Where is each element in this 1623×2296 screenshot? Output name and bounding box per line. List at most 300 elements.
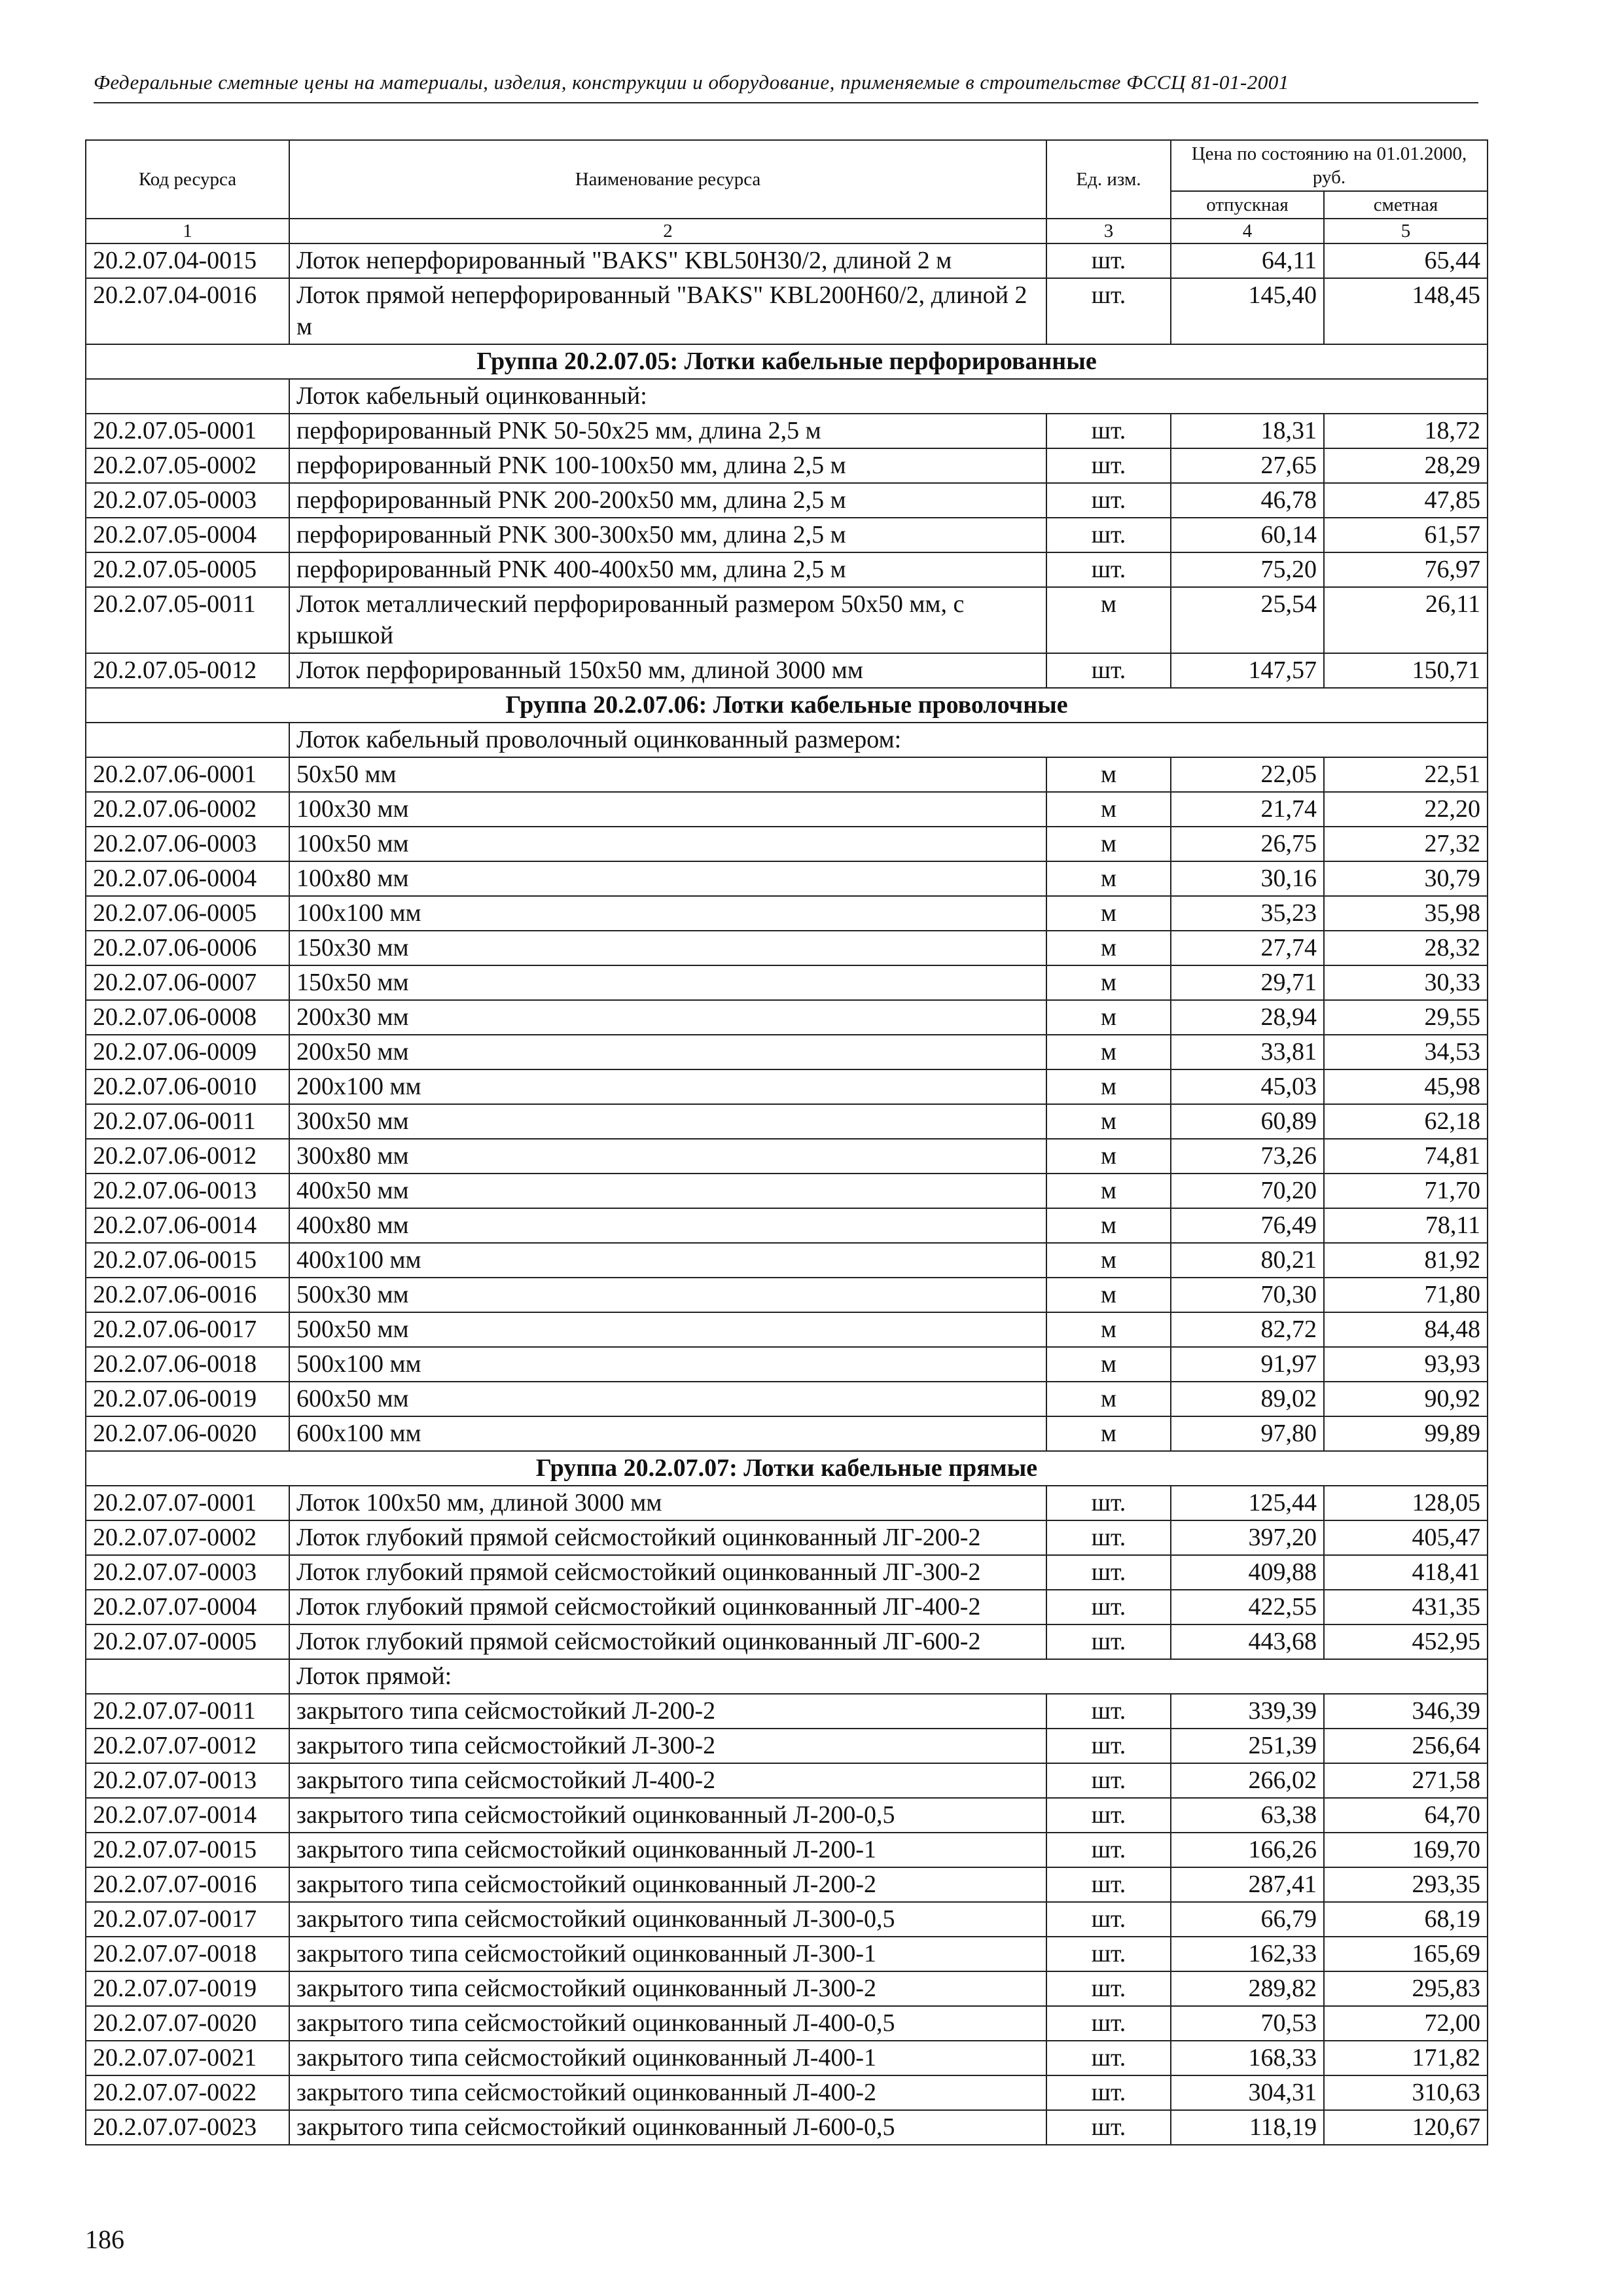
resource-code: 20.2.07.07-0011 [86, 1694, 289, 1729]
table-row [86, 1486, 1488, 1520]
resource-code: 20.2.07.04-0015 [86, 243, 289, 278]
estimate-price: 68,19 [1324, 1902, 1488, 1937]
wholesale-price: 27,65 [1171, 448, 1324, 483]
header-estimate: сметная [1324, 191, 1488, 219]
table-row [86, 653, 1488, 688]
wholesale-price: 147,57 [1171, 653, 1324, 688]
resource-name: 400х100 мм [289, 1243, 1046, 1278]
resource-name: Лоток глубокий прямой сейсмостойкий оцинкованный ЛГ-600-2 [289, 1624, 1046, 1659]
estimate-price: 18,72 [1324, 414, 1488, 448]
estimate-price: 165,69 [1324, 1937, 1488, 1971]
resource-code: 20.2.07.06-0011 [86, 1104, 289, 1139]
resource-name: Лоток глубокий прямой сейсмостойкий оцинкованный ЛГ-200-2 [289, 1520, 1046, 1555]
table-row [86, 931, 1488, 965]
table-row [86, 1000, 1488, 1035]
wholesale-price: 46,78 [1171, 483, 1324, 518]
estimate-price: 405,47 [1324, 1520, 1488, 1555]
unit-cell: шт. [1046, 1520, 1171, 1555]
estimate-price: 169,70 [1324, 1833, 1488, 1867]
unit-cell: шт. [1046, 552, 1171, 587]
wholesale-price: 60,89 [1171, 1104, 1324, 1139]
wholesale-price: 35,23 [1171, 896, 1324, 931]
table-row [86, 1937, 1488, 1971]
wholesale-price: 266,02 [1171, 1763, 1324, 1798]
wholesale-price: 76,49 [1171, 1208, 1324, 1243]
resource-code: 20.2.07.06-0001 [86, 757, 289, 792]
unit-cell: м [1046, 1069, 1171, 1104]
wholesale-price: 22,05 [1171, 757, 1324, 792]
resource-name: закрытого типа сейсмостойкий оцинкованный Л-400-1 [289, 2041, 1046, 2075]
header-wholesale: отпускная [1171, 191, 1324, 219]
wholesale-price: 70,30 [1171, 1278, 1324, 1312]
table-row [86, 1624, 1488, 1659]
resource-name: 200х30 мм [289, 1000, 1046, 1035]
estimate-price: 47,85 [1324, 483, 1488, 518]
group-title: Группа 20.2.07.06: Лотки кабельные проволочные [86, 688, 1488, 723]
resource-name: 200х100 мм [289, 1069, 1046, 1104]
estimate-price: 71,80 [1324, 1278, 1488, 1312]
estimate-price: 431,35 [1324, 1590, 1488, 1624]
resource-name: 300х50 мм [289, 1104, 1046, 1139]
table-row [86, 1902, 1488, 1937]
wholesale-price: 28,94 [1171, 1000, 1324, 1035]
resource-code: 20.2.07.07-0013 [86, 1763, 289, 1798]
estimate-price: 148,45 [1324, 278, 1488, 344]
col-number: 1 [86, 219, 289, 243]
wholesale-price: 64,11 [1171, 243, 1324, 278]
resource-name: 100х80 мм [289, 861, 1046, 896]
wholesale-price: 289,82 [1171, 1971, 1324, 2006]
header-code: Код ресурса [86, 140, 289, 219]
subheading-row [86, 379, 1488, 414]
resource-code: 20.2.07.07-0022 [86, 2075, 289, 2110]
wholesale-price: 97,80 [1171, 1416, 1324, 1451]
empty-cell [86, 723, 289, 757]
table-row [86, 757, 1488, 792]
resource-name: Лоток перфорированный 150х50 мм, длиной 3000 мм [289, 653, 1046, 688]
resource-name: перфорированный PNK 100-100х50 мм, длина 2,5 м [289, 448, 1046, 483]
unit-cell: шт. [1046, 1486, 1171, 1520]
resource-code: 20.2.07.06-0014 [86, 1208, 289, 1243]
table-row [86, 1798, 1488, 1833]
estimate-price: 120,67 [1324, 2110, 1488, 2145]
resource-code: 20.2.07.05-0011 [86, 587, 289, 653]
unit-cell: м [1046, 1382, 1171, 1416]
wholesale-price: 91,97 [1171, 1347, 1324, 1382]
subheading-row [86, 723, 1488, 757]
unit-cell: м [1046, 1139, 1171, 1174]
resource-code: 20.2.07.07-0020 [86, 2006, 289, 2041]
resource-code: 20.2.07.06-0002 [86, 792, 289, 827]
estimate-price: 310,63 [1324, 2075, 1488, 2110]
wholesale-price: 409,88 [1171, 1555, 1324, 1590]
unit-cell: м [1046, 1104, 1171, 1139]
resource-code: 20.2.07.05-0002 [86, 448, 289, 483]
estimate-price: 26,11 [1324, 587, 1488, 653]
group-title: Группа 20.2.07.05: Лотки кабельные перфорированные [86, 344, 1488, 379]
resource-code: 20.2.07.06-0020 [86, 1416, 289, 1451]
resource-code: 20.2.07.07-0004 [86, 1590, 289, 1624]
resource-name: 150х30 мм [289, 931, 1046, 965]
table-row [86, 1555, 1488, 1590]
estimate-price: 35,98 [1324, 896, 1488, 931]
resource-name: 300х80 мм [289, 1139, 1046, 1174]
wholesale-price: 63,38 [1171, 1798, 1324, 1833]
resource-name: закрытого типа сейсмостойкий Л-200-2 [289, 1694, 1046, 1729]
resource-name: 500х30 мм [289, 1278, 1046, 1312]
estimate-price: 28,32 [1324, 931, 1488, 965]
estimate-price: 29,55 [1324, 1000, 1488, 1035]
wholesale-price: 251,39 [1171, 1729, 1324, 1763]
estimate-price: 71,70 [1324, 1174, 1488, 1208]
resource-name: 50х50 мм [289, 757, 1046, 792]
unit-cell: м [1046, 827, 1171, 861]
table-row [86, 1416, 1488, 1451]
unit-cell: м [1046, 931, 1171, 965]
resource-name: 400х50 мм [289, 1174, 1046, 1208]
unit-cell: шт. [1046, 1729, 1171, 1763]
resource-name: 200х50 мм [289, 1035, 1046, 1069]
unit-cell: м [1046, 1312, 1171, 1347]
wholesale-price: 125,44 [1171, 1486, 1324, 1520]
unit-cell: шт. [1046, 1763, 1171, 1798]
resource-code: 20.2.07.07-0016 [86, 1867, 289, 1902]
resource-name: Лоток 100х50 мм, длиной 3000 мм [289, 1486, 1046, 1520]
estimate-price: 61,57 [1324, 518, 1488, 552]
wholesale-price: 66,79 [1171, 1902, 1324, 1937]
wholesale-price: 60,14 [1171, 518, 1324, 552]
estimate-price: 34,53 [1324, 1035, 1488, 1069]
estimate-price: 22,51 [1324, 757, 1488, 792]
col-number: 4 [1171, 219, 1324, 243]
wholesale-price: 29,71 [1171, 965, 1324, 1000]
wholesale-price: 397,20 [1171, 1520, 1324, 1555]
estimate-price: 74,81 [1324, 1139, 1488, 1174]
table-row [86, 414, 1488, 448]
resource-code: 20.2.07.07-0023 [86, 2110, 289, 2145]
wholesale-price: 287,41 [1171, 1867, 1324, 1902]
wholesale-price: 80,21 [1171, 1243, 1324, 1278]
unit-cell: м [1046, 1174, 1171, 1208]
unit-cell: шт. [1046, 1555, 1171, 1590]
resource-name: 100х50 мм [289, 827, 1046, 861]
table-row [86, 1069, 1488, 1104]
wholesale-price: 82,72 [1171, 1312, 1324, 1347]
table-row [86, 587, 1488, 653]
table-row [86, 1347, 1488, 1382]
unit-cell: шт. [1046, 2041, 1171, 2075]
table-row [86, 1520, 1488, 1555]
estimate-price: 22,20 [1324, 792, 1488, 827]
unit-cell: шт. [1046, 1902, 1171, 1937]
wholesale-price: 33,81 [1171, 1035, 1324, 1069]
resource-name: перфорированный PNK 50-50х25 мм, длина 2,5 м [289, 414, 1046, 448]
resource-name: закрытого типа сейсмостойкий оцинкованный Л-300-1 [289, 1937, 1046, 1971]
wholesale-price: 73,26 [1171, 1139, 1324, 1174]
estimate-price: 90,92 [1324, 1382, 1488, 1416]
wholesale-price: 145,40 [1171, 278, 1324, 344]
estimate-price: 99,89 [1324, 1416, 1488, 1451]
group-row [86, 1451, 1488, 1486]
table-row [86, 965, 1488, 1000]
resource-code: 20.2.07.05-0001 [86, 414, 289, 448]
resource-code: 20.2.07.07-0012 [86, 1729, 289, 1763]
unit-cell: шт. [1046, 1937, 1171, 1971]
wholesale-price: 422,55 [1171, 1590, 1324, 1624]
estimate-price: 293,35 [1324, 1867, 1488, 1902]
resource-name: 500х50 мм [289, 1312, 1046, 1347]
estimate-price: 346,39 [1324, 1694, 1488, 1729]
table-row [86, 1278, 1488, 1312]
resource-code: 20.2.07.06-0017 [86, 1312, 289, 1347]
estimate-price: 271,58 [1324, 1763, 1488, 1798]
col-number: 2 [289, 219, 1046, 243]
table-row [86, 861, 1488, 896]
resource-code: 20.2.07.07-0019 [86, 1971, 289, 2006]
wholesale-price: 304,31 [1171, 2075, 1324, 2110]
table-row [86, 1139, 1488, 1174]
estimate-price: 93,93 [1324, 1347, 1488, 1382]
table-row [86, 552, 1488, 587]
col-number: 5 [1324, 219, 1488, 243]
header-unit: Ед. изм. [1046, 140, 1171, 219]
table-row [86, 2110, 1488, 2145]
resource-code: 20.2.07.06-0003 [86, 827, 289, 861]
resource-name: 600х100 мм [289, 1416, 1046, 1451]
unit-cell: м [1046, 1416, 1171, 1451]
resource-name: закрытого типа сейсмостойкий оцинкованный Л-200-2 [289, 1867, 1046, 1902]
price-table [85, 139, 1488, 2145]
resource-name: Лоток глубокий прямой сейсмостойкий оцинкованный ЛГ-300-2 [289, 1555, 1046, 1590]
resource-code: 20.2.07.06-0006 [86, 931, 289, 965]
estimate-price: 295,83 [1324, 1971, 1488, 2006]
estimate-price: 64,70 [1324, 1798, 1488, 1833]
header-name: Наименование ресурса [289, 140, 1046, 219]
resource-name: Лоток металлический перфорированный размером 50х50 мм, с крышкой [289, 587, 1046, 653]
resource-code: 20.2.07.06-0013 [86, 1174, 289, 1208]
empty-cell [86, 379, 289, 414]
estimate-price: 81,92 [1324, 1243, 1488, 1278]
resource-name: 600х50 мм [289, 1382, 1046, 1416]
table-row [86, 1382, 1488, 1416]
estimate-price: 256,64 [1324, 1729, 1488, 1763]
resource-name: Лоток прямой неперфорированный "BAKS" KBL200H60/2, длиной 2 м [289, 278, 1046, 344]
group-title: Группа 20.2.07.07: Лотки кабельные прямые [86, 1451, 1488, 1486]
subheading-row [86, 1659, 1488, 1694]
resource-code: 20.2.07.04-0016 [86, 278, 289, 344]
table-row [86, 483, 1488, 518]
estimate-price: 30,79 [1324, 861, 1488, 896]
unit-cell: шт. [1046, 414, 1171, 448]
table-row [86, 1971, 1488, 2006]
table-row [86, 1035, 1488, 1069]
header-price: Цена по состоянию на 01.01.2000, руб. [1171, 140, 1488, 191]
unit-cell: шт. [1046, 518, 1171, 552]
resource-code: 20.2.07.07-0018 [86, 1937, 289, 1971]
resource-name: закрытого типа сейсмостойкий оцинкованный Л-400-2 [289, 2075, 1046, 2110]
resource-code: 20.2.07.05-0003 [86, 483, 289, 518]
estimate-price: 45,98 [1324, 1069, 1488, 1104]
resource-name: закрытого типа сейсмостойкий оцинкованный Л-400-0,5 [289, 2006, 1046, 2041]
resource-code: 20.2.07.06-0005 [86, 896, 289, 931]
wholesale-price: 30,16 [1171, 861, 1324, 896]
estimate-price: 62,18 [1324, 1104, 1488, 1139]
estimate-price: 30,33 [1324, 965, 1488, 1000]
unit-cell: шт. [1046, 483, 1171, 518]
wholesale-price: 26,75 [1171, 827, 1324, 861]
resource-name: 100х100 мм [289, 896, 1046, 931]
table-row [86, 1243, 1488, 1278]
unit-cell: шт. [1046, 243, 1171, 278]
resource-code: 20.2.07.06-0009 [86, 1035, 289, 1069]
estimate-price: 418,41 [1324, 1555, 1488, 1590]
resource-code: 20.2.07.07-0002 [86, 1520, 289, 1555]
table-row [86, 1590, 1488, 1624]
resource-code: 20.2.07.06-0015 [86, 1243, 289, 1278]
resource-code: 20.2.07.05-0012 [86, 653, 289, 688]
table-row [86, 2006, 1488, 2041]
wholesale-price: 25,54 [1171, 587, 1324, 653]
resource-code: 20.2.07.06-0004 [86, 861, 289, 896]
wholesale-price: 118,19 [1171, 2110, 1324, 2145]
resource-name: закрытого типа сейсмостойкий Л-400-2 [289, 1763, 1046, 1798]
resource-code: 20.2.07.06-0010 [86, 1069, 289, 1104]
page-number: 186 [85, 2225, 124, 2254]
estimate-price: 150,71 [1324, 653, 1488, 688]
resource-name: закрытого типа сейсмостойкий Л-300-2 [289, 1729, 1046, 1763]
table-row [86, 827, 1488, 861]
col-number: 3 [1046, 219, 1171, 243]
resource-name: перфорированный PNK 200-200х50 мм, длина 2,5 м [289, 483, 1046, 518]
estimate-price: 28,29 [1324, 448, 1488, 483]
table-row [86, 1312, 1488, 1347]
unit-cell: шт. [1046, 1590, 1171, 1624]
resource-code: 20.2.07.06-0016 [86, 1278, 289, 1312]
resource-name: 500х100 мм [289, 1347, 1046, 1382]
unit-cell: м [1046, 1208, 1171, 1243]
estimate-price: 452,95 [1324, 1624, 1488, 1659]
table-row [86, 1729, 1488, 1763]
wholesale-price: 27,74 [1171, 931, 1324, 965]
table-row [86, 518, 1488, 552]
resource-code: 20.2.07.07-0015 [86, 1833, 289, 1867]
unit-cell: м [1046, 1347, 1171, 1382]
wholesale-price: 45,03 [1171, 1069, 1324, 1104]
resource-name: 400х80 мм [289, 1208, 1046, 1243]
table-row [86, 792, 1488, 827]
unit-cell: м [1046, 757, 1171, 792]
group-row [86, 688, 1488, 723]
estimate-price: 65,44 [1324, 243, 1488, 278]
unit-cell: шт. [1046, 1971, 1171, 2006]
resource-name: перфорированный PNK 400-400х50 мм, длина 2,5 м [289, 552, 1046, 587]
resource-code: 20.2.07.07-0021 [86, 2041, 289, 2075]
unit-cell: м [1046, 1000, 1171, 1035]
unit-cell: шт. [1046, 2110, 1171, 2145]
unit-cell: шт. [1046, 1833, 1171, 1867]
resource-code: 20.2.07.07-0014 [86, 1798, 289, 1833]
table-row [86, 2041, 1488, 2075]
table-row [86, 1694, 1488, 1729]
unit-cell: шт. [1046, 278, 1171, 344]
table-row [86, 1763, 1488, 1798]
estimate-price: 128,05 [1324, 1486, 1488, 1520]
table-header [86, 140, 1488, 243]
unit-cell: м [1046, 1243, 1171, 1278]
running-header: Федеральные сметные цены на материалы, изделия, конструкции и оборудование, применяемые в строительстве ФССЦ 81-01-2001 [94, 71, 1478, 103]
table-row [86, 1833, 1488, 1867]
resource-code: 20.2.07.06-0008 [86, 1000, 289, 1035]
subheading-title: Лоток кабельный оцинкованный: [289, 379, 1488, 414]
resource-name: 100х30 мм [289, 792, 1046, 827]
wholesale-price: 70,20 [1171, 1174, 1324, 1208]
unit-cell: м [1046, 792, 1171, 827]
group-row [86, 344, 1488, 379]
table-body [86, 243, 1488, 2145]
table-row [86, 448, 1488, 483]
unit-cell: м [1046, 1035, 1171, 1069]
resource-name: Лоток глубокий прямой сейсмостойкий оцинкованный ЛГ-400-2 [289, 1590, 1046, 1624]
empty-cell [86, 1659, 289, 1694]
wholesale-price: 166,26 [1171, 1833, 1324, 1867]
resource-name: 150х50 мм [289, 965, 1046, 1000]
unit-cell: м [1046, 965, 1171, 1000]
resource-code: 20.2.07.07-0001 [86, 1486, 289, 1520]
resource-name: закрытого типа сейсмостойкий оцинкованный Л-300-2 [289, 1971, 1046, 2006]
resource-code: 20.2.07.06-0019 [86, 1382, 289, 1416]
resource-name: закрытого типа сейсмостойкий оцинкованный Л-300-0,5 [289, 1902, 1046, 1937]
resource-code: 20.2.07.06-0012 [86, 1139, 289, 1174]
estimate-price: 72,00 [1324, 2006, 1488, 2041]
estimate-price: 27,32 [1324, 827, 1488, 861]
table-row [86, 1867, 1488, 1902]
estimate-price: 78,11 [1324, 1208, 1488, 1243]
resource-code: 20.2.07.06-0018 [86, 1347, 289, 1382]
wholesale-price: 339,39 [1171, 1694, 1324, 1729]
resource-name: перфорированный PNK 300-300х50 мм, длина 2,5 м [289, 518, 1046, 552]
table-row [86, 278, 1488, 344]
resource-code: 20.2.07.07-0003 [86, 1555, 289, 1590]
unit-cell: м [1046, 861, 1171, 896]
unit-cell: шт. [1046, 653, 1171, 688]
resource-code: 20.2.07.07-0005 [86, 1624, 289, 1659]
subheading-title: Лоток кабельный проволочный оцинкованный размером: [289, 723, 1488, 757]
resource-name: Лоток неперфорированный "BAKS" KBL50H30/2, длиной 2 м [289, 243, 1046, 278]
resource-code: 20.2.07.05-0005 [86, 552, 289, 587]
estimate-price: 84,48 [1324, 1312, 1488, 1347]
estimate-price: 171,82 [1324, 2041, 1488, 2075]
wholesale-price: 443,68 [1171, 1624, 1324, 1659]
resource-name: закрытого типа сейсмостойкий оцинкованный Л-600-0,5 [289, 2110, 1046, 2145]
wholesale-price: 18,31 [1171, 414, 1324, 448]
unit-cell: шт. [1046, 2006, 1171, 2041]
resource-code: 20.2.07.06-0007 [86, 965, 289, 1000]
estimate-price: 76,97 [1324, 552, 1488, 587]
unit-cell: м [1046, 1278, 1171, 1312]
unit-cell: шт. [1046, 1798, 1171, 1833]
resource-name: закрытого типа сейсмостойкий оцинкованный Л-200-0,5 [289, 1798, 1046, 1833]
wholesale-price: 89,02 [1171, 1382, 1324, 1416]
table-row [86, 243, 1488, 278]
unit-cell: шт. [1046, 1867, 1171, 1902]
unit-cell: шт. [1046, 448, 1171, 483]
resource-code: 20.2.07.07-0017 [86, 1902, 289, 1937]
unit-cell: шт. [1046, 1694, 1171, 1729]
unit-cell: м [1046, 896, 1171, 931]
wholesale-price: 75,20 [1171, 552, 1324, 587]
wholesale-price: 162,33 [1171, 1937, 1324, 1971]
wholesale-price: 168,33 [1171, 2041, 1324, 2075]
